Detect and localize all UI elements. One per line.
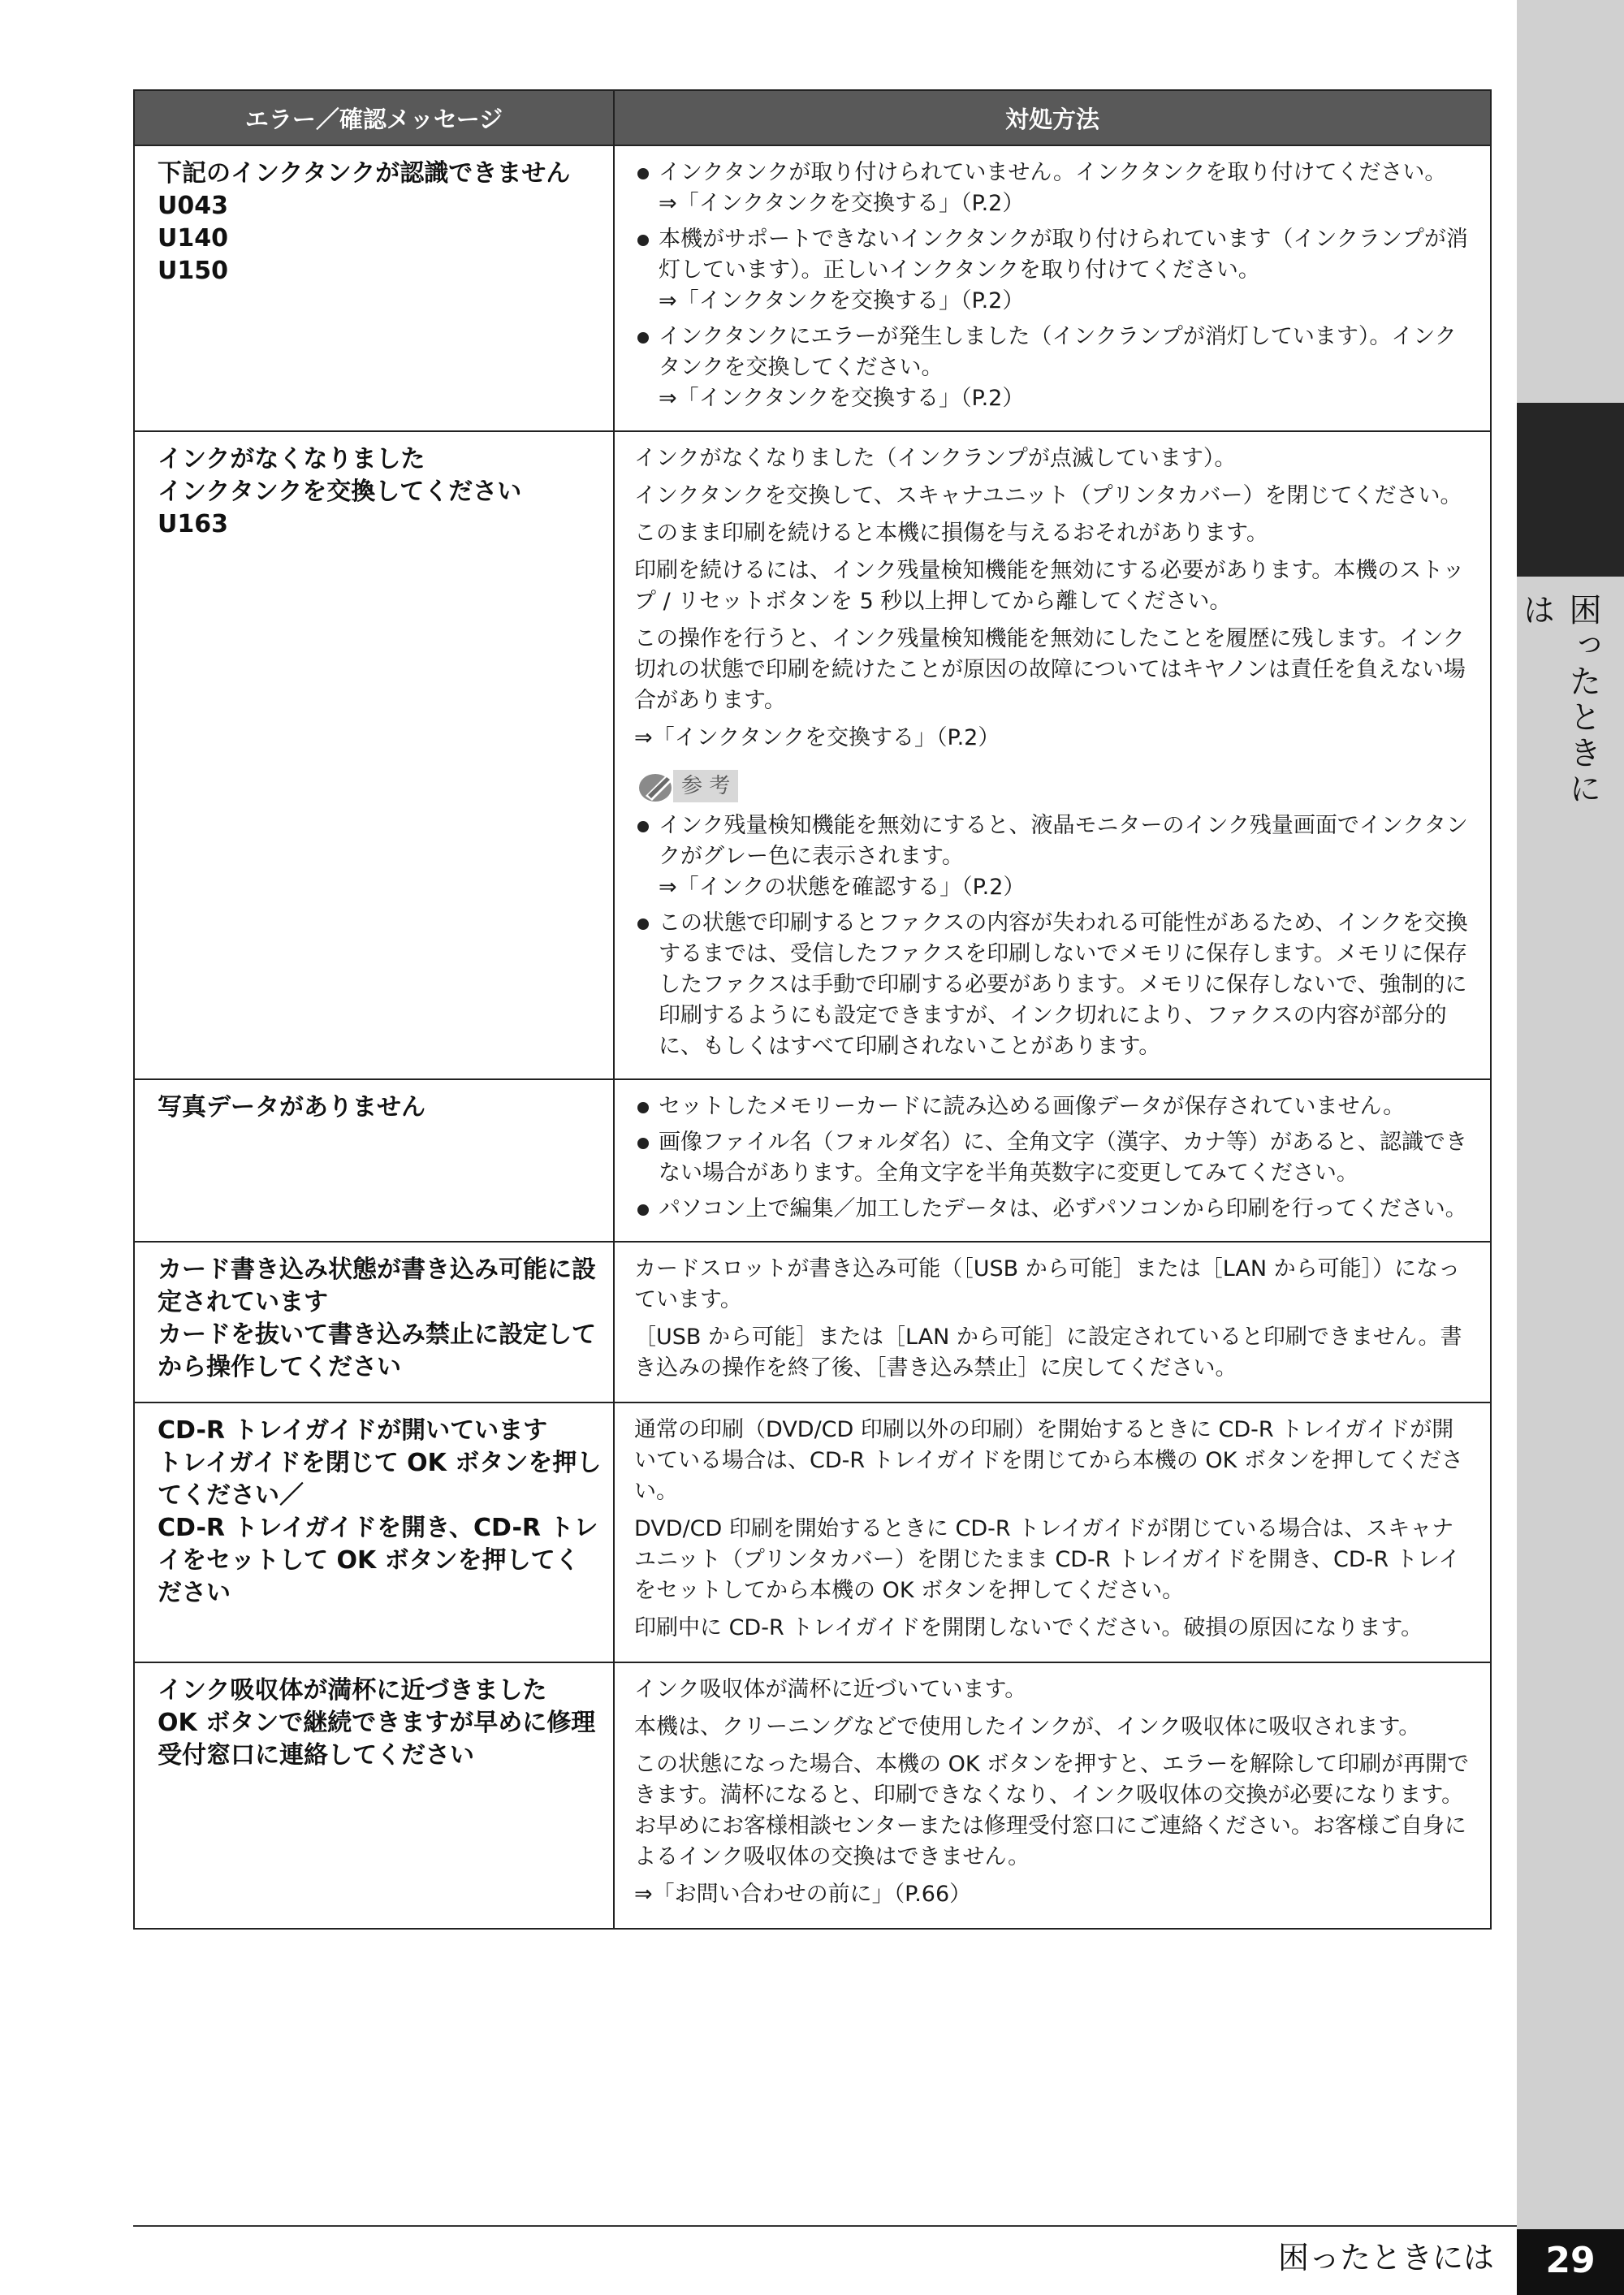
solution-bullet (634, 1127, 1471, 1189)
error-message-line: U150 (158, 257, 228, 285)
solution-cell (614, 145, 1491, 431)
solution-paragraph (634, 555, 1471, 617)
solution-bullet (634, 908, 1471, 1062)
solution-text: インク残量検知機能を無効にすると、液晶モニターのインク残量画面でインクタンクがグレー色に表示されます。 (659, 813, 1468, 869)
solution-paragraph (634, 518, 1471, 549)
solution-paragraph (634, 1322, 1471, 1384)
solution-text: カードスロットが書き込み可能（［USB から可能］または［LAN から可能］）になっています。 (634, 1256, 1461, 1312)
note-label: 参 考 (673, 770, 738, 802)
solution-text: ⇒「インクタンクを交換する」（P.2） (634, 725, 1000, 750)
solution-bullet (634, 158, 1471, 219)
error-message-line: インク吸収体が満杯に近づきました (158, 1676, 547, 1705)
error-message-cell (134, 145, 614, 431)
error-message-line: カードを抜いて書き込み禁止に設定してから操作してください (158, 1320, 596, 1381)
page-reference: ⇒「インクタンクを交換する」（P.2） (659, 386, 1025, 411)
solution-text: DVD/CD 印刷を開始するときに CD-R トレイガイドが閉じている場合は、スキャナユニット（プリンタカバー）を閉じたまま CD-R トレイガイドを開き、CD-R トレイをセットしてから本機の OK ボタンを押してください。 (634, 1516, 1461, 1603)
solution-paragraph (634, 1415, 1471, 1507)
table-row (134, 1662, 1491, 1929)
table-row (134, 1242, 1491, 1402)
solution-paragraph (634, 1879, 1471, 1910)
error-message-line: CD-R トレイガイドを開き、CD-R トレイをセットして OK ボタンを押してください (158, 1514, 598, 1607)
solution-paragraph (634, 481, 1471, 512)
solution-text: インクタンクを交換して、スキャナユニット（プリンタカバー）を閉じてください。 (634, 483, 1462, 508)
solution-text: 本機がサポートできないインクタンクが取り付けられています（インクランプが消灯しています）。正しいインクタンクを取り付けてください。 (659, 227, 1468, 283)
error-message-cell (134, 431, 614, 1079)
header-message: エラー／確認メッセージ (134, 90, 614, 145)
solution-bullet (634, 1194, 1471, 1225)
solution-text: 印刷を続けるには、インク残量検知機能を無効にする必要があります。本機のストップ / リセットボタンを 5 秒以上押してから離してください。 (634, 558, 1465, 614)
side-index-tab (1517, 403, 1624, 577)
error-message-cell (134, 1402, 614, 1662)
error-message-line: インクがなくなりました (158, 445, 425, 473)
solution-text: インクがなくなりました（インクランプが点滅しています）。 (634, 446, 1237, 471)
error-message-line: OK ボタンで継続できますが早めに修理受付窓口に連絡してください (158, 1709, 596, 1770)
solution-bullet (634, 810, 1471, 903)
solution-text: ⇒「お問い合わせの前に」（P.66） (634, 1882, 972, 1907)
solution-text: このまま印刷を続けると本機に損傷を与えるおそれがあります。 (634, 521, 1268, 546)
page-reference: ⇒「インクの状態を確認する」（P.2） (659, 875, 1026, 900)
solution-paragraph (634, 1675, 1471, 1705)
solution-paragraph (634, 1613, 1471, 1644)
table-row (134, 1402, 1491, 1662)
solution-cell (614, 1242, 1491, 1402)
error-message-line: インクタンクを交換してください (158, 478, 522, 506)
solution-text: 印刷中に CD-R トレイガイドを開閉しないでください。破損の原因になります。 (634, 1615, 1423, 1640)
solution-cell (614, 1079, 1491, 1242)
solution-paragraph (634, 1712, 1471, 1743)
table-header-row (134, 90, 1491, 145)
error-message-cell (134, 1662, 614, 1929)
error-message-line: 下記のインクタンクが認識できません (158, 159, 571, 188)
error-message-cell (134, 1079, 614, 1242)
error-message-cell (134, 1242, 614, 1402)
side-chapter-title: 困ったときには (1518, 593, 1601, 807)
header-solution: 対処方法 (614, 90, 1491, 145)
solution-cell (614, 1402, 1491, 1662)
error-message-line: カード書き込み状態が書き込み可能に設定されています (158, 1256, 596, 1316)
solution-paragraph (634, 1749, 1471, 1873)
solution-text: この状態になった場合、本機の OK ボタンを押すと、エラーを解除して印刷が再開できます。満杯になると、印刷できなくなり、インク吸収体の交換が必要になります。お早めにお客様相談センターまたは修理受付窓口にご連絡ください。お客様ご自身によるインク吸収体の交換はできません。 (634, 1752, 1470, 1869)
page-reference: ⇒「インクタンクを交換する」（P.2） (659, 191, 1025, 216)
table-row (134, 145, 1491, 431)
error-message-line: U163 (158, 510, 228, 538)
solution-bullet (634, 224, 1471, 317)
solution-bullet (634, 1091, 1471, 1122)
solution-paragraph (634, 624, 1471, 716)
solution-cell (614, 431, 1491, 1079)
error-message-line: 写真データがありません (158, 1093, 425, 1122)
table-body (134, 145, 1491, 1929)
error-message-line: U043 (158, 192, 228, 220)
solution-text: 画像ファイル名（フォルダ名）に、全角文字（漢字、カナ等）があると、認識できない場合があります。全角文字を半角英数字に変更してみてください。 (659, 1130, 1468, 1186)
footer-section-title: 困ったときには (1277, 2240, 1494, 2276)
solution-text: 本機は、クリーニングなどで使用したインクが、インク吸収体に吸収されます。 (634, 1714, 1421, 1740)
solution-text: セットしたメモリーカードに読み込める画像データが保存されていません。 (659, 1094, 1406, 1119)
page-number: 29 (1545, 2240, 1596, 2281)
solution-text: この操作を行うと、インク残量検知機能を無効にしたことを履歴に残します。インク切れの状態で印刷を続けたことが原因の故障についてはキヤノンは責任を負えない場合があります。 (634, 626, 1466, 713)
table-row (134, 1079, 1491, 1242)
table-row (134, 431, 1491, 1079)
pencil-note-icon (637, 768, 678, 804)
solution-text: ［USB から可能］または［LAN から可能］に設定されていると印刷できません。書き込みの操作を終了後、［書き込み禁止］に戻してください。 (634, 1325, 1462, 1381)
solution-cell (614, 1662, 1491, 1929)
error-message-line: U140 (158, 224, 228, 253)
footer-rule (133, 2225, 1517, 2227)
solution-text: パソコン上で編集／加工したデータは、必ずパソコンから印刷を行ってください。 (659, 1196, 1467, 1221)
note-badge (637, 768, 1471, 804)
solution-text: インクタンクが取り付けられていません。インクタンクを取り付けてください。 (659, 160, 1447, 185)
solution-text: 通常の印刷（DVD/CD 印刷以外の印刷）を開始するときに CD-R トレイガイドが開いている場合は、CD-R トレイガイドを閉じてから本機の OK ボタンを押してください。 (634, 1417, 1463, 1504)
solution-paragraph (634, 1514, 1471, 1606)
error-message-line: CD-R トレイガイドが開いています (158, 1416, 548, 1445)
error-message-table (133, 89, 1492, 1930)
page-reference: ⇒「インクタンクを交換する」（P.2） (659, 288, 1025, 313)
side-index-strip (1517, 0, 1624, 2295)
solution-bullet (634, 322, 1471, 414)
solution-text: インク吸収体が満杯に近づいています。 (634, 1677, 1027, 1702)
solution-text: インクタンクにエラーが発生しました（インクランプが消灯しています）。インクタンクを交換してください。 (659, 324, 1457, 380)
solution-text: この状態で印刷するとファクスの内容が失われる可能性があるため、インクを交換するまでは、受信したファクスを印刷しないでメモリに保存します。メモリに保存したファクスは手動で印刷する必要があります。メモリに保存しないで、強制的に印刷するようにも設定できますが、インク切れにより、ファクスの内容が部分的に、もしくはすべて印刷されないことがあります。 (659, 910, 1468, 1059)
error-message-line: トレイガイドを閉じて OK ボタンを押してください／ (158, 1449, 602, 1510)
solution-paragraph (634, 443, 1471, 474)
solution-paragraph (634, 723, 1471, 754)
solution-paragraph (634, 1254, 1471, 1316)
